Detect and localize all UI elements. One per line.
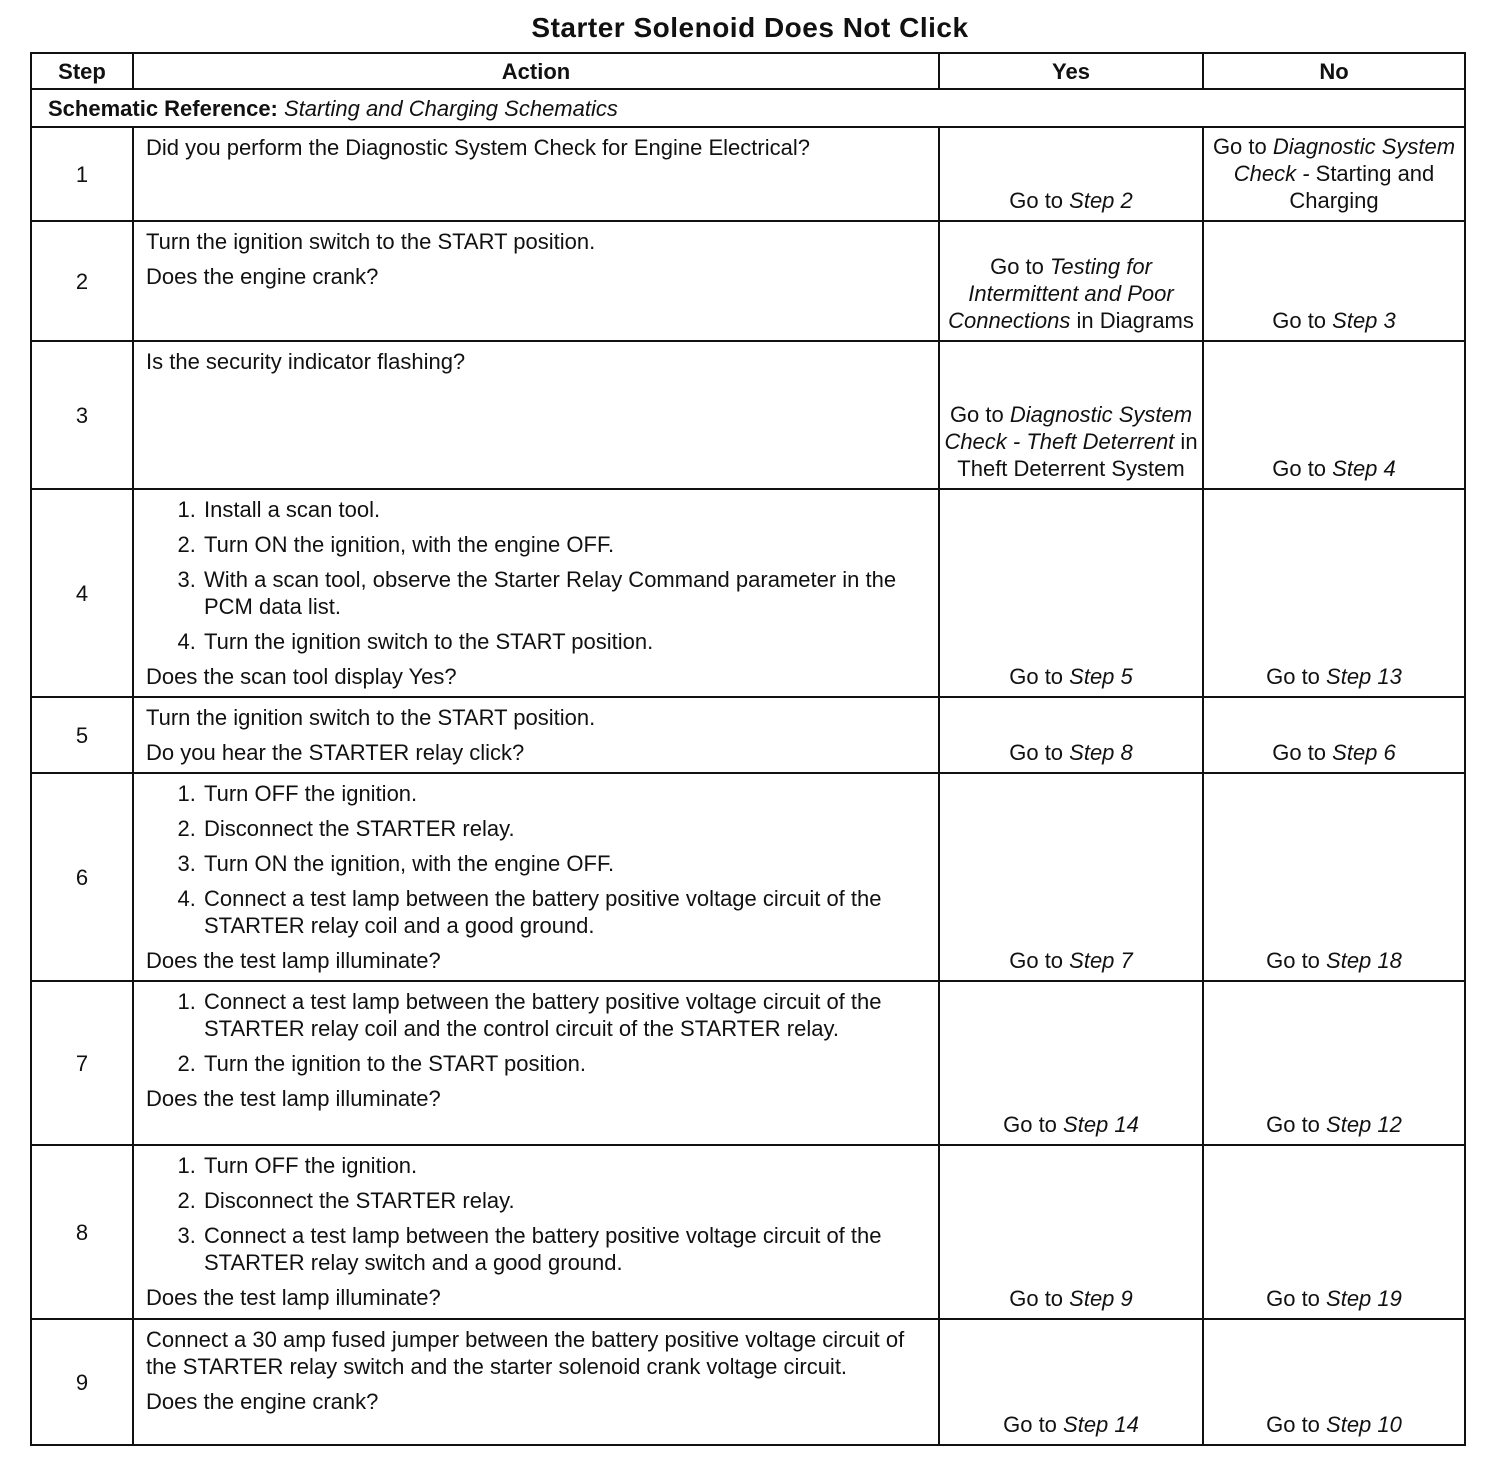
- page-title: Starter Solenoid Does Not Click: [531, 12, 969, 43]
- step-number: 7: [31, 981, 133, 1145]
- header-step: Step: [31, 53, 133, 89]
- header-action: Action: [133, 53, 939, 89]
- action-text: Does the engine crank?: [146, 264, 379, 289]
- action-text: Does the scan tool display Yes?: [146, 664, 457, 689]
- table-row: [31, 341, 1465, 489]
- yes-text: Go to: [949, 402, 1010, 427]
- header-row: [31, 53, 1465, 89]
- no-text: Go to: [1272, 740, 1333, 765]
- no-text: Go to: [1266, 1286, 1327, 1311]
- substep-item: 2. Disconnect the STARTER relay.: [202, 1187, 928, 1214]
- yes-cell: [939, 773, 1203, 981]
- yes-text: in Theft Deterrent System: [957, 429, 1198, 481]
- substep-item: 1. Connect a test lamp between the battery positive voltage circuit of the STARTER relay coil and the control circuit of the STARTER relay.: [202, 988, 928, 1042]
- yes-link[interactable]: Step 8: [1069, 740, 1133, 765]
- no-text: Starting and Charging: [1289, 161, 1435, 213]
- action-text: Did you perform the Diagnostic System Check for Engine Electrical?: [146, 135, 810, 160]
- action-cell: [133, 981, 939, 1145]
- yes-cell: [939, 1319, 1203, 1445]
- step-number: 2: [31, 221, 133, 341]
- yes-link[interactable]: Step 5: [1069, 664, 1133, 689]
- action-cell: [133, 489, 939, 697]
- no-cell: [1203, 221, 1465, 341]
- no-link[interactable]: Step 3: [1332, 308, 1396, 333]
- yes-cell: [939, 1145, 1203, 1319]
- header-no: No: [1203, 53, 1465, 89]
- action-text: Is the security indicator flashing?: [146, 349, 466, 374]
- yes-text: in Diagrams: [1070, 308, 1194, 333]
- action-text: Does the engine crank?: [146, 1389, 379, 1414]
- action-cell: [133, 341, 939, 489]
- step-number: 3: [31, 341, 133, 489]
- action-cell: [133, 773, 939, 981]
- schematic-reference-row: [31, 89, 1465, 127]
- step-number: 1: [31, 127, 133, 221]
- header-yes: Yes: [939, 53, 1203, 89]
- yes-text: Go to: [1009, 740, 1070, 765]
- no-link[interactable]: Step 18: [1326, 948, 1402, 973]
- no-link[interactable]: Step 12: [1326, 1112, 1402, 1137]
- substep-item: 1. Turn OFF the ignition.: [202, 780, 928, 807]
- substep-list: [146, 780, 928, 939]
- yes-link[interactable]: Testing for Intermittent and Poor Connections: [948, 254, 1174, 333]
- yes-text: Go to: [1003, 1112, 1064, 1137]
- action-cell: [133, 127, 939, 221]
- yes-cell: [939, 221, 1203, 341]
- table-row: [31, 127, 1465, 221]
- yes-link[interactable]: Step 2: [1069, 188, 1133, 213]
- substep-list: [146, 1152, 928, 1276]
- schematic-reference-label: Schematic Reference:: [48, 95, 278, 121]
- action-cell: [133, 1319, 939, 1445]
- action-text: Do you hear the STARTER relay click?: [146, 740, 525, 765]
- yes-link[interactable]: Diagnostic System Check - Theft Deterrent: [944, 402, 1193, 454]
- substep-item: 2. Disconnect the STARTER relay.: [202, 815, 928, 842]
- schematic-reference: [31, 89, 1465, 127]
- table-row: [31, 773, 1465, 981]
- yes-link[interactable]: Step 7: [1069, 948, 1133, 973]
- yes-cell: [939, 489, 1203, 697]
- no-cell: [1203, 127, 1465, 221]
- substep-item: 2. Turn ON the ignition, with the engine OFF.: [202, 531, 928, 558]
- no-text: Go to: [1266, 664, 1327, 689]
- substep-item: 4. Connect a test lamp between the battery positive voltage circuit of the STARTER relay coil and a good ground.: [202, 885, 928, 939]
- yes-link[interactable]: Step 14: [1063, 1412, 1139, 1437]
- table-row: [31, 1145, 1465, 1319]
- action-text: Connect a 30 amp fused jumper between the battery positive voltage circuit of the STARTER relay switch and the starter solenoid crank voltage circuit.: [146, 1327, 905, 1379]
- step-number: 6: [31, 773, 133, 981]
- table-row: [31, 1319, 1465, 1445]
- schematic-reference-link[interactable]: Starting and Charging Schematics: [284, 95, 618, 121]
- yes-text: Go to: [990, 254, 1050, 279]
- step-number: 9: [31, 1319, 133, 1445]
- no-cell: [1203, 697, 1465, 773]
- no-link[interactable]: Diagnostic System Check -: [1233, 134, 1456, 186]
- yes-cell: [939, 127, 1203, 221]
- yes-link[interactable]: Step 14: [1063, 1112, 1139, 1137]
- step-number: 4: [31, 489, 133, 697]
- no-text: Go to: [1272, 308, 1333, 333]
- table-row: [31, 697, 1465, 773]
- substep-item: 1. Turn OFF the ignition.: [202, 1152, 928, 1179]
- yes-cell: [939, 341, 1203, 489]
- no-cell: [1203, 489, 1465, 697]
- no-link[interactable]: Step 13: [1326, 664, 1402, 689]
- step-number: 8: [31, 1145, 133, 1319]
- table-row: [31, 981, 1465, 1145]
- action-text: Does the test lamp illuminate?: [146, 948, 441, 973]
- action-text: Does the test lamp illuminate?: [146, 1285, 441, 1310]
- no-cell: [1203, 1145, 1465, 1319]
- action-text: Turn the ignition switch to the START position.: [146, 229, 596, 254]
- no-text: Go to: [1272, 456, 1333, 481]
- action-cell: [133, 1145, 939, 1319]
- action-cell: [133, 697, 939, 773]
- no-link[interactable]: Step 6: [1332, 740, 1396, 765]
- substep-item: 3. Turn ON the ignition, with the engine OFF.: [202, 850, 928, 877]
- no-text: Go to: [1212, 134, 1273, 159]
- yes-text: Go to: [1009, 188, 1070, 213]
- substep-item: 4. Turn the ignition switch to the START position.: [202, 628, 928, 655]
- yes-cell: [939, 981, 1203, 1145]
- yes-text: Go to: [1003, 1412, 1064, 1437]
- action-text: Turn the ignition switch to the START position.: [146, 705, 596, 730]
- table-row: [31, 489, 1465, 697]
- substep-item: 3. Connect a test lamp between the battery positive voltage circuit of the STARTER relay switch and a good ground.: [202, 1222, 928, 1276]
- no-link[interactable]: Step 19: [1326, 1286, 1402, 1311]
- no-text: Go to: [1266, 1412, 1327, 1437]
- substep-list: [146, 988, 928, 1077]
- table-row: [31, 221, 1465, 341]
- no-link[interactable]: Step 10: [1326, 1412, 1402, 1437]
- action-cell: [133, 221, 939, 341]
- no-cell: [1203, 773, 1465, 981]
- substep-item: 1. Install a scan tool.: [202, 496, 928, 523]
- no-cell: [1203, 1319, 1465, 1445]
- substep-item: 3. With a scan tool, observe the Starter Relay Command parameter in the PCM data list.: [202, 566, 928, 620]
- no-cell: [1203, 341, 1465, 489]
- yes-cell: [939, 697, 1203, 773]
- action-text: Does the test lamp illuminate?: [146, 1086, 441, 1111]
- substep-list: [146, 496, 928, 655]
- no-text: Go to: [1266, 948, 1327, 973]
- no-link[interactable]: Step 4: [1332, 456, 1396, 481]
- diagnostic-table: [30, 52, 1466, 1446]
- no-cell: [1203, 981, 1465, 1145]
- no-text: Go to: [1266, 1112, 1327, 1137]
- yes-text: Go to: [1009, 1286, 1070, 1311]
- yes-text: Go to: [1009, 948, 1070, 973]
- substep-item: 2. Turn the ignition to the START position.: [202, 1050, 928, 1077]
- step-number: 5: [31, 697, 133, 773]
- yes-text: Go to: [1009, 664, 1070, 689]
- yes-link[interactable]: Step 9: [1069, 1286, 1133, 1311]
